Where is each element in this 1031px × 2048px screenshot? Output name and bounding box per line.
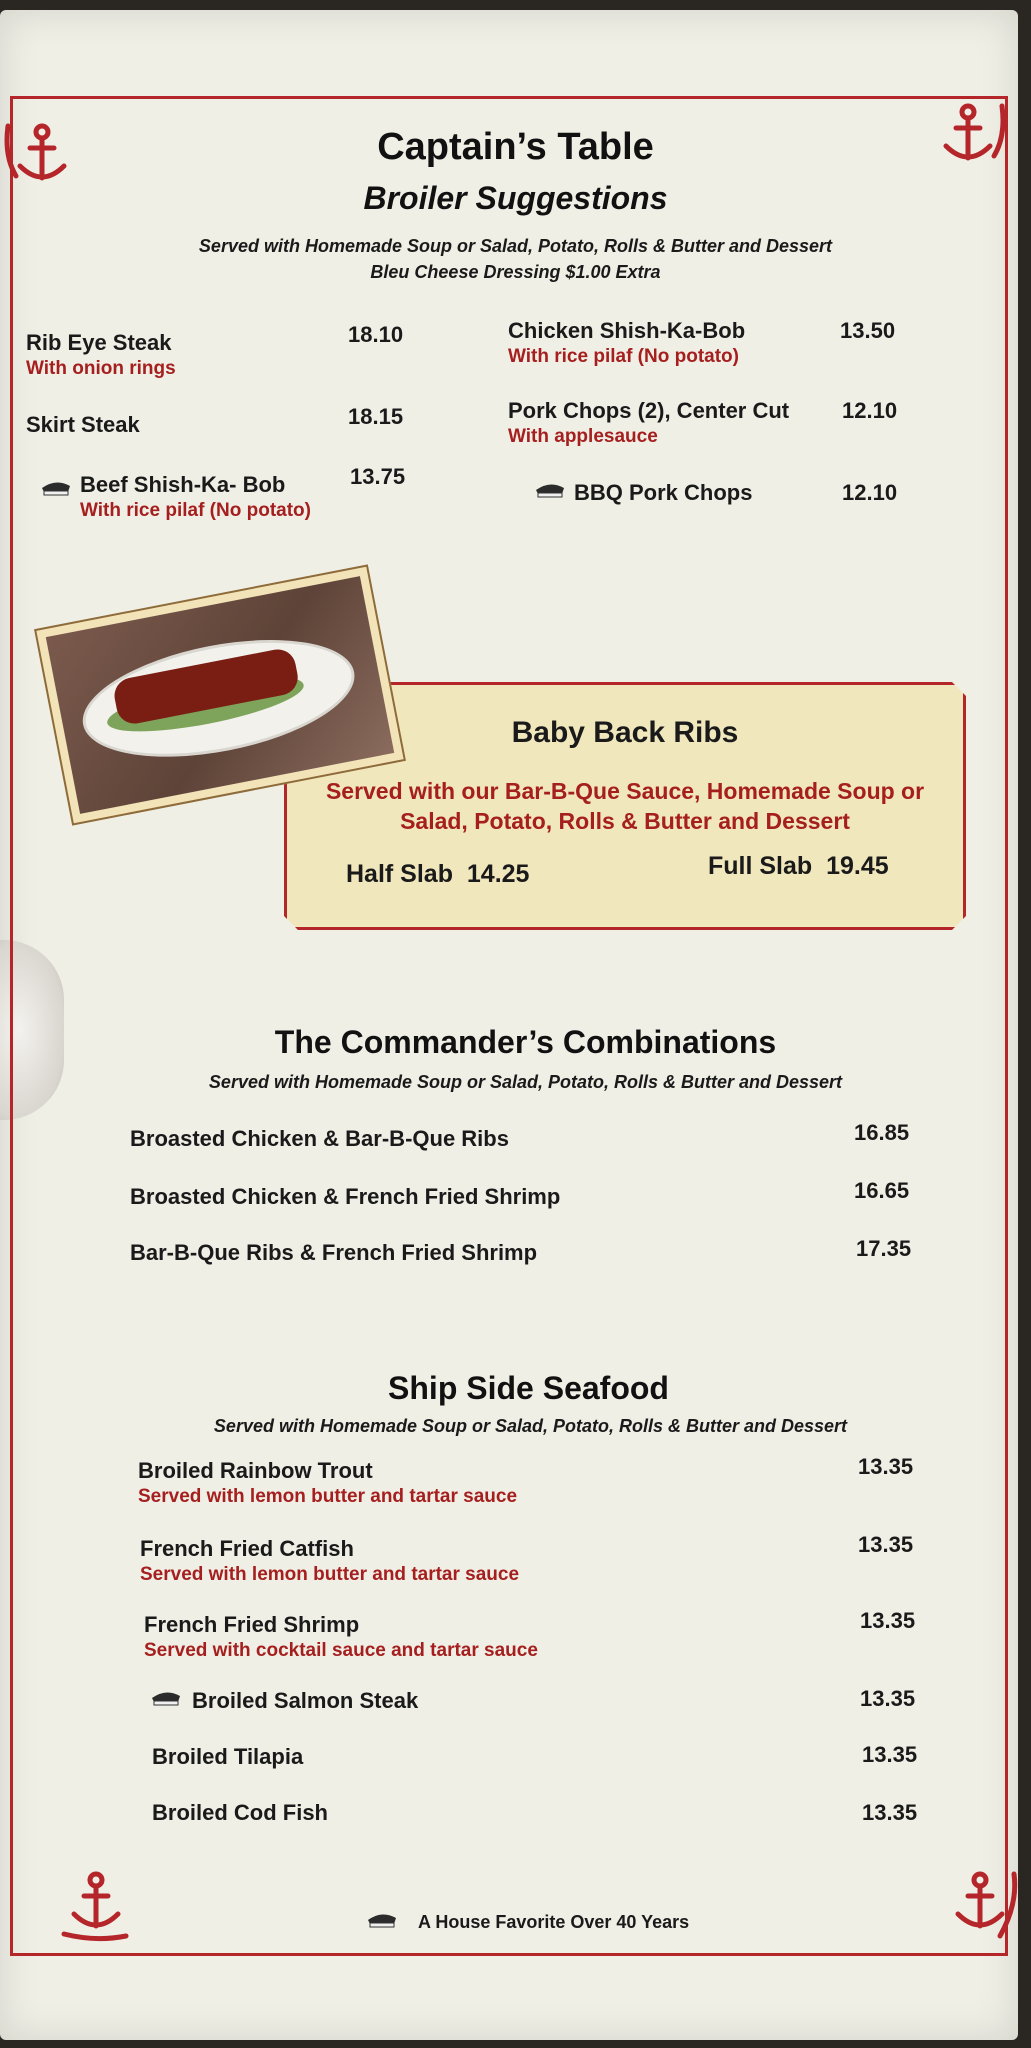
ribs-title: Baby Back Ribs [511,716,739,749]
anchor-icon [56,1864,136,1944]
menu-item-price: 17.35 [856,1236,912,1261]
menu-item-price: 13.75 [350,464,406,489]
menu-item-name: Skirt Steak [26,412,140,437]
menu-item-name: Bar-B-Que Ribs & French Fried Shrimp [130,1240,538,1265]
menu-item-desc: With applesauce [508,426,658,447]
menu-item-name: BBQ Pork Chops [574,480,753,505]
menu-item-name: Rib Eye Steak [26,330,172,355]
combinations-title: The Commander’s Combinations [274,1024,777,1060]
menu-item-price: 13.35 [858,1454,914,1479]
half-slab [346,860,529,889]
menu-item-price: 16.65 [854,1178,910,1203]
menu-item-name: Broiled Salmon Steak [192,1688,419,1713]
menu-item-desc: Served with cocktail sauce and tartar sauce [144,1640,538,1661]
menu-item-name: Broasted Chicken & Bar-B-Que Ribs [130,1126,509,1151]
menu-item-price: 12.10 [842,398,898,423]
menu-item-desc: Served with lemon butter and tartar sauce [140,1564,520,1585]
menu-item-desc: With rice pilaf (No potato) [80,500,311,521]
half-slab-label: Half Slab [346,860,453,888]
menu-item-name: French Fried Shrimp [144,1612,360,1637]
menu-item-name: Broiled Tilapia [152,1744,304,1769]
ribs-desc-line1: Served with our Bar-B-Que Sauce, Homemade Soup or [325,778,925,804]
half-slab-price: 14.25 [466,860,530,888]
full-slab [708,852,889,881]
captain-hat-icon [150,1686,182,1708]
menu-item-price: 18.15 [348,404,404,429]
menu-item-name: Broiled Cod Fish [152,1800,328,1825]
seafood-title: Ship Side Seafood [388,1370,669,1406]
menu-item-price: 13.35 [862,1800,918,1825]
menu-item-name: French Fried Catfish [140,1536,354,1561]
menu-item-desc: Served with lemon butter and tartar sauce [138,1486,518,1507]
menu-item-price: 13.35 [860,1686,916,1711]
menu-item-desc: With rice pilaf (No potato) [508,346,739,367]
menu-item-name: Broasted Chicken & French Fried Shrimp [130,1184,561,1209]
menu-item-price: 13.35 [858,1532,914,1557]
menu-item-price: 13.35 [862,1742,918,1767]
dressing-note: Bleu Cheese Dressing $1.00 Extra [370,262,661,282]
captain-hat-icon [40,476,72,498]
menu-item-price: 13.50 [840,318,896,343]
combinations-note: Served with Homemade Soup or Salad, Potato, Rolls & Butter and Dessert [208,1072,843,1092]
anchor-icon [940,1864,1020,1944]
menu-item-price: 18.10 [348,322,404,347]
menu-item-name: Broiled Rainbow Trout [138,1458,373,1483]
footer-tagline: A House Favorite Over 40 Years [418,1912,690,1932]
menu-subtitle: Broiler Suggestions [363,180,668,216]
menu-item-desc: With onion rings [26,358,176,379]
menu-item-name: Beef Shish-Ka- Bob [80,472,286,497]
menu-item-price: 16.85 [854,1120,910,1145]
captain-hat-icon [534,478,566,500]
menu-item-price: 12.10 [842,480,898,505]
menu-title: Captain’s Table [377,126,654,168]
seafood-note: Served with Homemade Soup or Salad, Potato, Rolls & Butter and Dessert [213,1416,848,1436]
full-slab-label: Full Slab [708,852,813,880]
serving-note: Served with Homemade Soup or Salad, Potato, Rolls & Butter and Dessert [198,236,833,256]
menu-item-price: 13.35 [860,1608,916,1633]
menu-item-name: Chicken Shish-Ka-Bob [508,318,746,343]
captain-hat-icon [366,1908,398,1930]
ribs-desc-line2: Salad, Potato, Rolls & Butter and Dessert [400,808,850,834]
menu-item-name: Pork Chops (2), Center Cut [508,398,790,423]
full-slab-price: 19.45 [826,852,889,880]
